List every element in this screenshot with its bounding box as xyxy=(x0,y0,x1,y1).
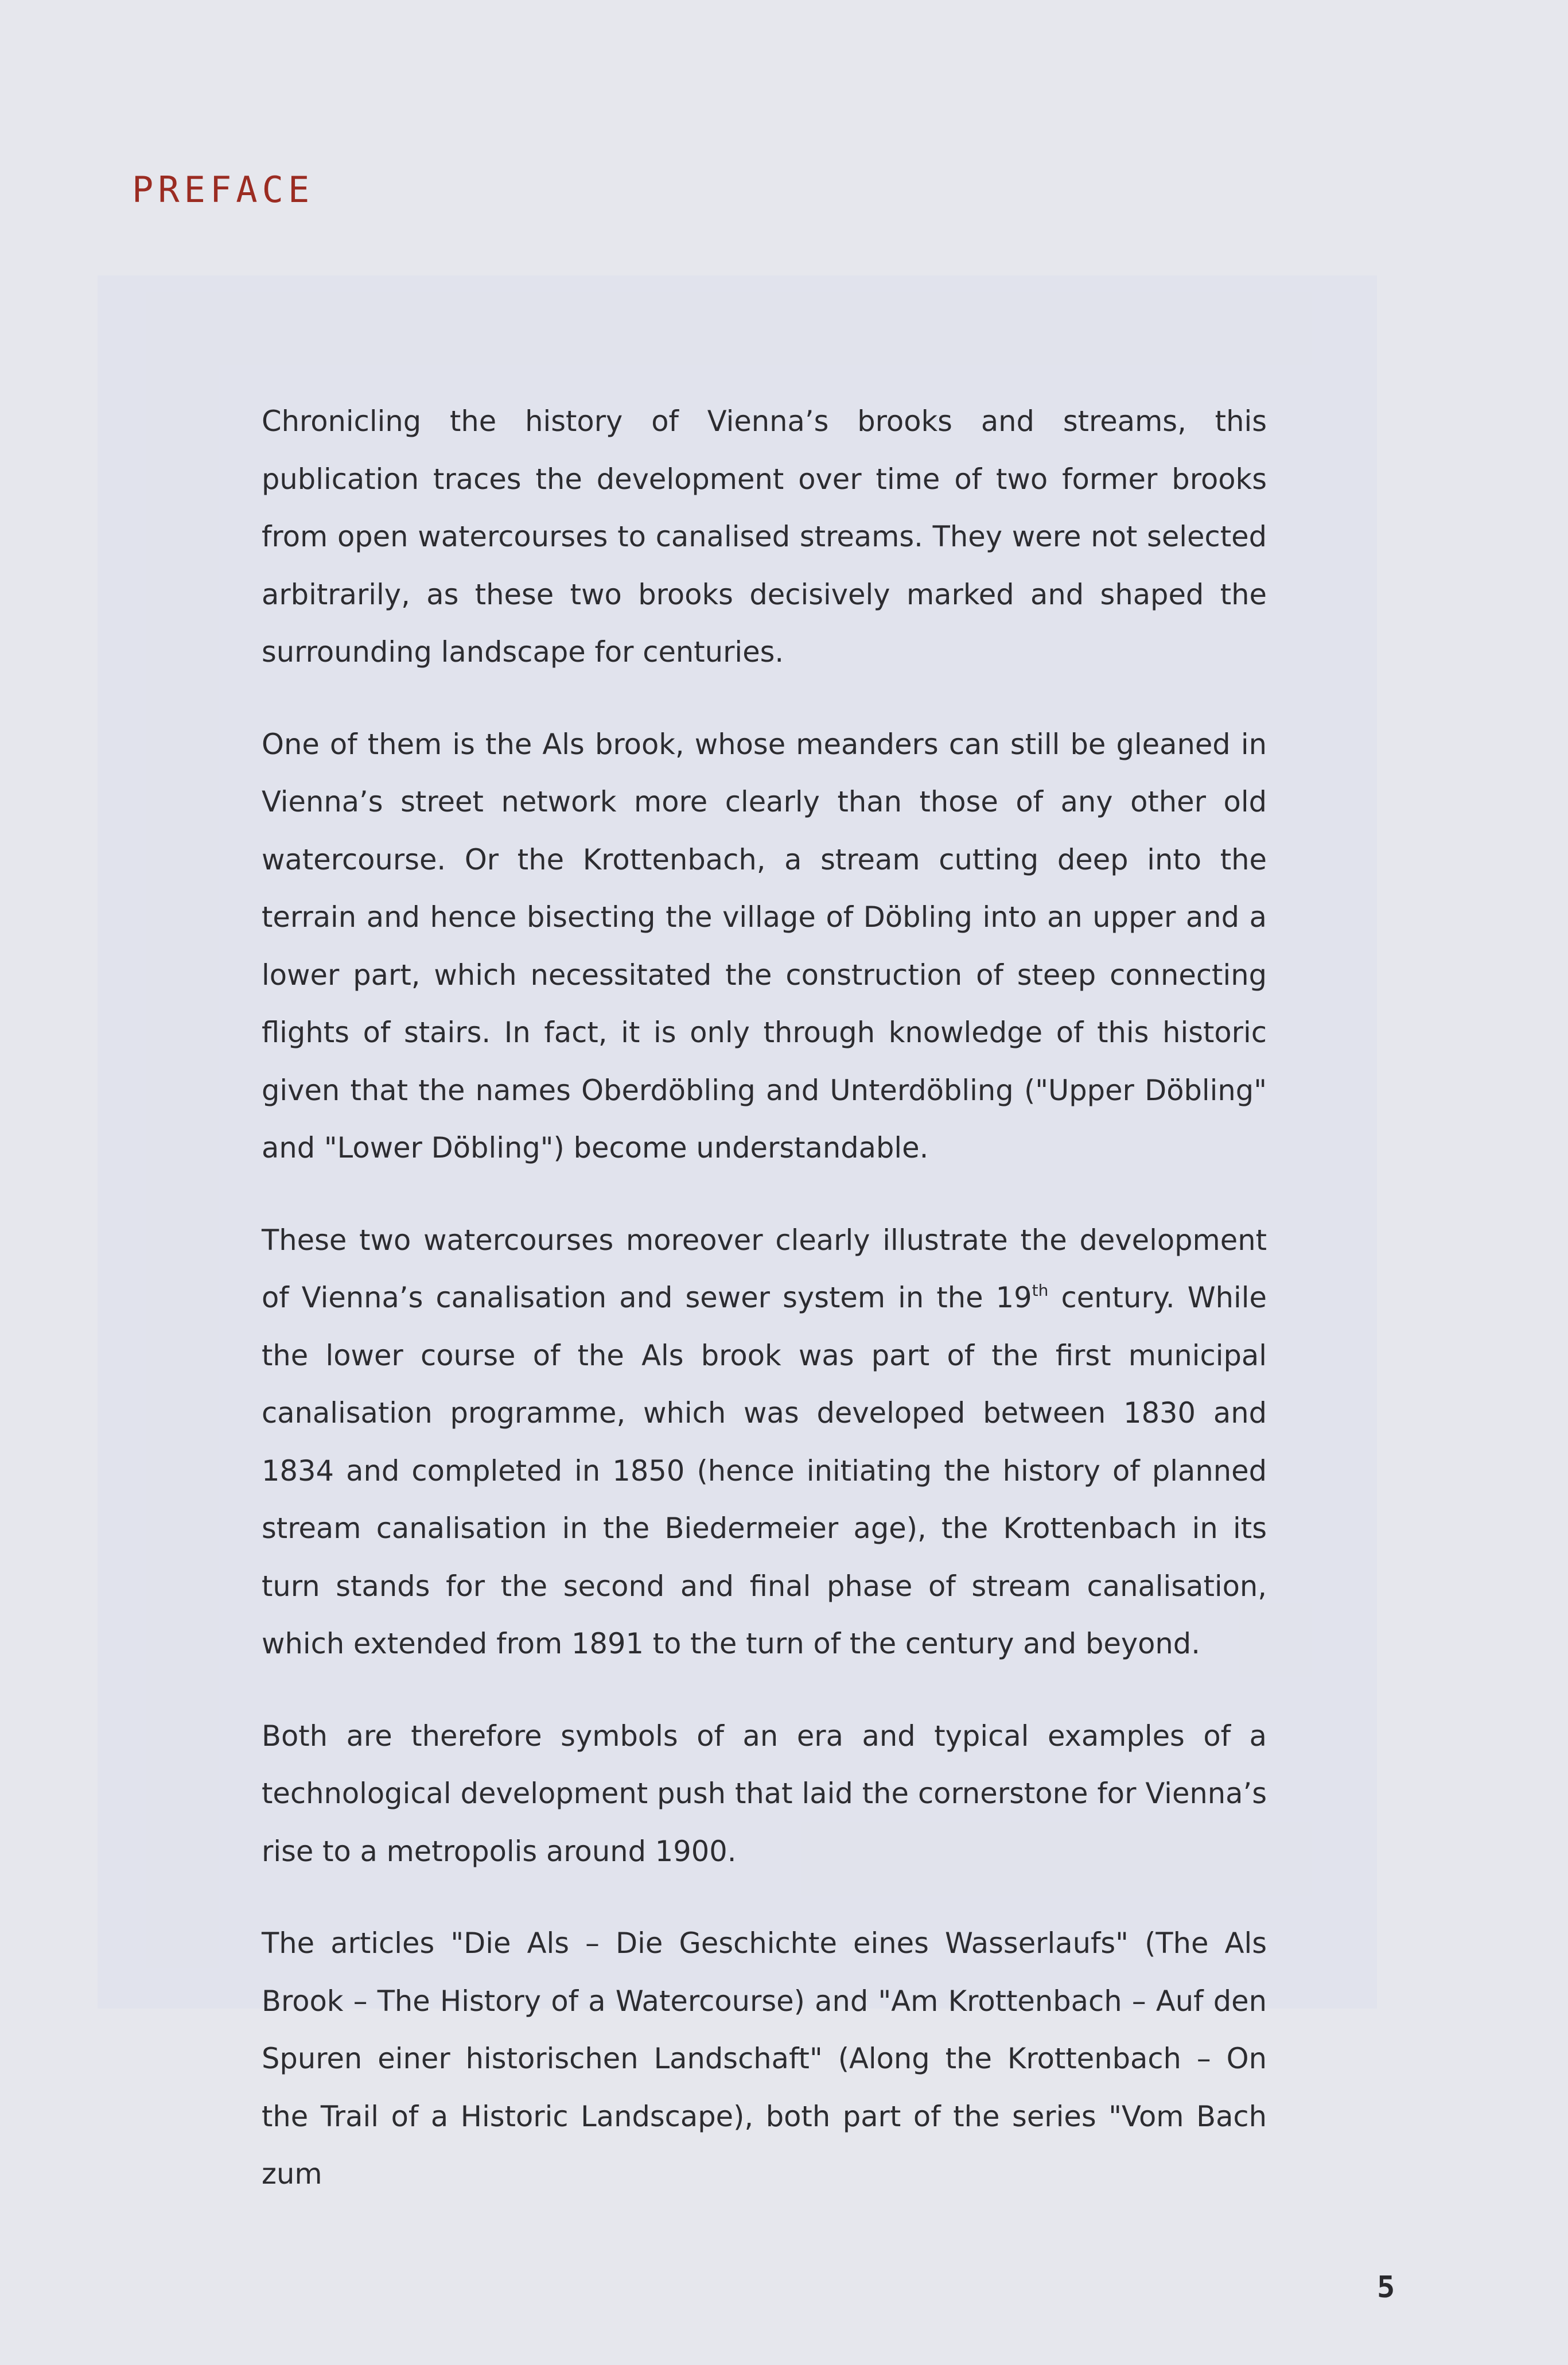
paragraph-3 xyxy=(262,1211,1267,1673)
paragraph-1: Chronicling the history of Vienna’s brooks and streams, this publication traces the development over time of two former brooks from open watercourses to canalised streams. They were not selected arbitrarily, as these two brooks decisively marked and shaped the surrounding landscape for centuries. xyxy=(262,405,1267,669)
body-text xyxy=(262,393,1267,2238)
paragraph-5: The articles "Die Als – Die Geschichte eines Wasserlaufs" (The Als Brook – The History of a Watercourse) and "Am Krottenbach – Auf den Spuren einer historischen Landschaft" (Along the Krottenbach – On the Trail of a Historic Landscape), both part of the series "Vom Bach zum xyxy=(262,1927,1267,2191)
ordinal-superscript: th xyxy=(1032,1281,1049,1300)
section-heading: PREFACE xyxy=(132,169,314,211)
page-number: 5 xyxy=(1377,2270,1395,2305)
paragraph-3-text-after: century. While the lower course of the Als brook was part of the first municipal canalisation programme, which was developed between 1830 and 1834 and completed in 1850 (hence initiating the history of planned stream canalisation in the Biedermeier age), the Krottenbach in its turn stands for the second and final phase of stream canalisation, which extended from 1891 to the turn of the century and beyond. xyxy=(262,1281,1267,1660)
paragraph-2: One of them is the Als brook, whose meanders can still be gleaned in Vienna’s street network more clearly than those of any other old watercourse. Or the Krottenbach, a stream cutting deep into the terrain and hence bisecting the village of Döbling into an upper and a lower part, which necessitated the construction of steep connecting flights of stairs. In fact, it is only through knowledge of this historic given that the names Oberdöbling and Unterdöbling ("Upper Döbling" and "Lower Döbling") become understandable. xyxy=(262,727,1267,1164)
paragraph-3-text-before: These two watercourses moreover clearly illustrate the development of Vienna’s canalisation and sewer system in the 19 xyxy=(262,1223,1267,1314)
paragraph-4: Both are therefore symbols of an era and typical examples of a technological development push that laid the cornerstone for Vienna’s rise to a metropolis around 1900. xyxy=(262,1719,1267,1868)
